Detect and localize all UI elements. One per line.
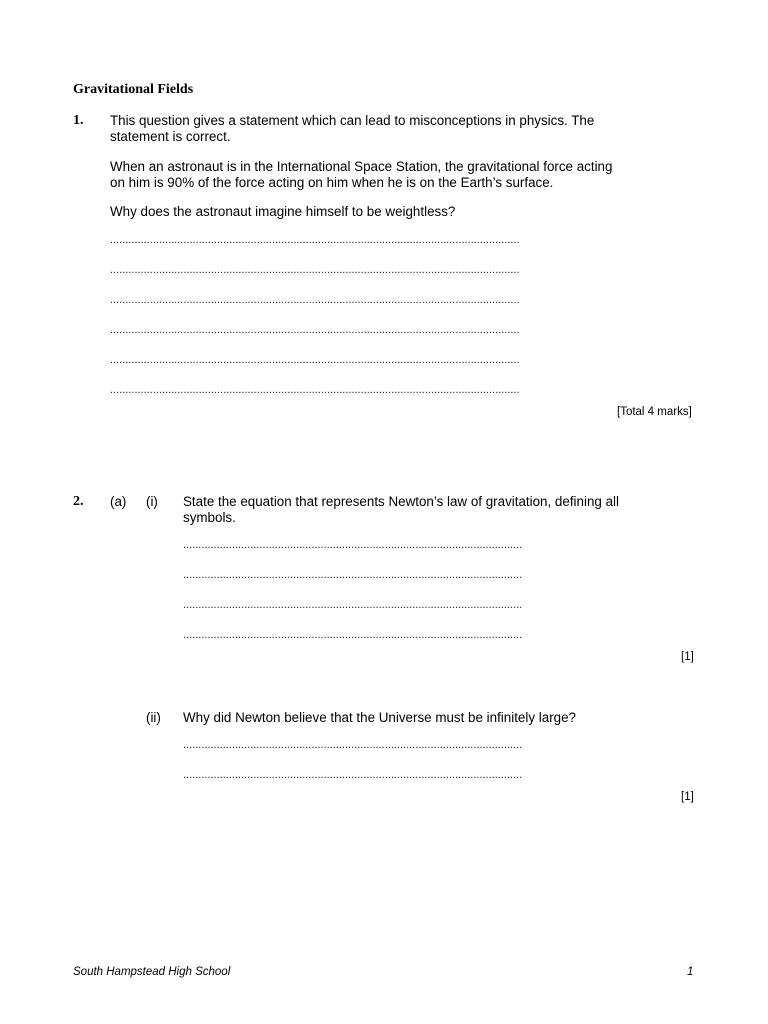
question-1-total-marks: [Total 4 marks] [617,406,692,418]
question-2-number: 2. [73,494,84,509]
footer-page-number: 1 [687,966,694,978]
answer-line[interactable]: ............................................................................................................... [183,629,523,641]
question-2-sub-i-text-line-2: symbols. [183,510,236,525]
question-2-sub-ii-marks: [1] [681,791,694,803]
answer-line[interactable]: ............................................................................................................... [183,569,523,581]
page-heading: Gravitational Fields [73,82,194,97]
answer-line[interactable]: ...................................................................................................................................... [110,384,520,396]
answer-line[interactable]: ...................................................................................................................................... [110,294,520,306]
answer-line[interactable]: ............................................................................................................... [183,539,523,551]
answer-line[interactable]: ...................................................................................................................................... [110,354,520,366]
question-1-context-line-2: on him is 90% of the force acting on him when he is on the Earth’s surface. [110,175,554,190]
question-2-sub-i: (i) [146,494,158,509]
question-1-context-line-1: When an astronaut is in the International Space Station, the gravitational force acting [110,159,613,174]
footer-school-name: South Hampstead High School [73,966,231,978]
answer-line[interactable]: ...................................................................................................................................... [110,234,520,246]
answer-line[interactable]: ............................................................................................................... [183,769,523,781]
answer-line[interactable]: ............................................................................................................... [183,599,523,611]
answer-line[interactable]: ...................................................................................................................................... [110,264,520,276]
question-2-sub-ii-text: Why did Newton believe that the Universe must be infinitely large? [183,710,576,725]
question-2-sub-ii: (ii) [146,710,161,725]
question-2-sub-i-text-line-1: State the equation that represents Newton’s law of gravitation, defining all [183,494,619,509]
question-1-intro-line-1: This question gives a statement which can lead to misconceptions in physics. The [110,113,595,128]
question-1-prompt: Why does the astronaut imagine himself to be weightless? [110,204,456,219]
question-1-number: 1. [73,113,84,128]
question-2-sub-i-marks: [1] [681,651,694,663]
question-2-part-a: (a) [110,494,127,509]
question-1-intro-line-2: statement is correct. [110,129,231,144]
answer-line[interactable]: ............................................................................................................... [183,739,523,751]
answer-line[interactable]: ...................................................................................................................................... [110,324,520,336]
